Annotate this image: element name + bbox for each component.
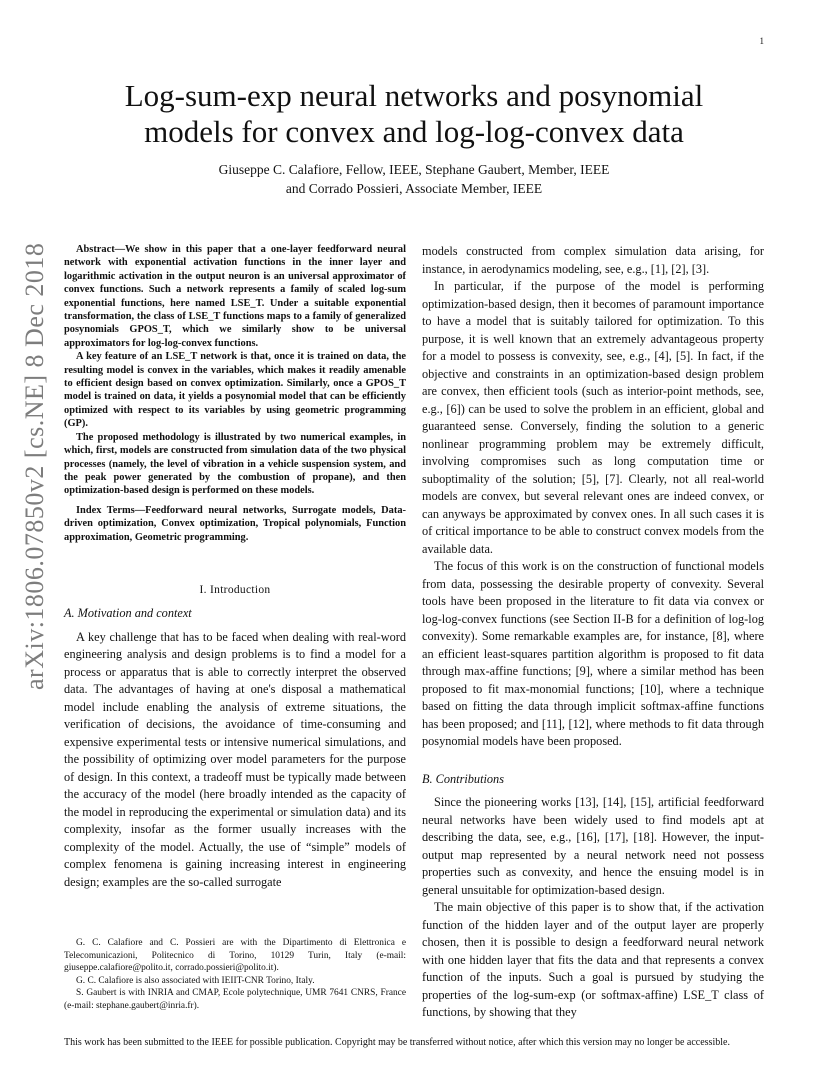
abstract — [64, 243, 406, 498]
paper-title — [64, 78, 764, 150]
footnotes — [64, 937, 406, 1012]
authors — [64, 160, 764, 198]
arxiv-stamp: arXiv:1806.07850v2 [cs.NE] 8 Dec 2018 — [20, 242, 49, 690]
authors-line-2: and Corrado Possieri, Associate Member, IEEE — [285, 181, 543, 196]
intro-paragraph: A key challenge that has to be faced when dealing with real-word engineering analysis and design problems is to find a model for a process or apparatus that is able to correctly interpret the observed data. The advantages of having at one's disposal a mathematical model include enabling the analysis of extreme situations, the verification of decisions, the avoidance of time-consuming and expensive experimental tests or intensive numerical simulations, and the possibility of optimizing over model parameters for the purpose of design. In this context, a tradeoff must be typically made between the accuracy of the model (here broadly intended as the capacity of the model in reproducing the experimental or simulation data) and its complexity, insofar as the former usually increases with the complexity of the model. Actually, the use of “simple” models of complex fenomena is gaining increasing interest in engineering design; examples are the so-called surrogate — [64, 629, 406, 889]
footnote-3: S. Gaubert is with INRIA and CMAP, Ecole polytechnique, UMR 7641 CNRS, France (e-mail: stephane.gaubert@inria.fr). — [64, 988, 406, 1011]
copyright-footer: This work has been submitted to the IEEE for possible publication. Copyright may be transferred without notice, after which this version may no longer be accessible. — [64, 1037, 730, 1048]
title-line-1: Log-sum-exp neural networks and posynomial — [124, 78, 704, 113]
authors-line-1: Giuseppe C. Calafiore, Fellow, IEEE, Stephane Gaubert, Member, IEEE — [218, 162, 610, 177]
abstract-paragraph-3: The proposed methodology is illustrated by two numerical examples, in which, first, models are constructed from simulation data of the two physical processes (namely, the level of vibration in a vehicle suspension system, and the peak power generated by the combustion of propane), and then optimization-based design is performed on these models. — [64, 431, 406, 497]
right-paragraph-5: The main objective of this paper is to show that, if the activation function of the hidden layer and of the output layer are properly chosen, then it is possible to design a feedforward neural network with one hidden layer that fits the data and that represents a convex function of the inputs. Such a goal is pursued by studying the properties of the log-sum-exp (or softmax-affine) LSE_T class of functions, by showing that they — [422, 900, 764, 1019]
footnote-2: G. C. Calafiore is also associated with IEIIT-CNR Torino, Italy. — [76, 975, 315, 986]
right-column — [422, 243, 764, 1022]
section-heading-introduction: I. Introduction — [199, 583, 271, 596]
right-paragraph-3: The focus of this work is on the construction of functional models from data, possessing the desirable property of convexity. Several tools have been proposed in the literature to fit data via convex or log-log-convex functions (see Section II-B for a definition of log-log convexity). Some remarkable examples are, for instance, [8], where an efficient least-squares partition algorithm is proposed to fit data through max-affine functions; [9], where a similar method has been proposed to fit max-monomial functions; [10], where a technique based on fitting the data through implicit softmax-affine functions has been proposed; and [11], [12], where methods to fit data through posynomial models have been proposed. — [422, 559, 764, 748]
subsection-heading-motivation: A. Motivation and context — [64, 606, 192, 621]
abstract-paragraph-2: A key feature of an LSE_T network is that, once it is trained on data, the resulting model is convex in the variables, which makes it readily amenable to efficient design based on convex optimization. Similarly, once a GPOS_T model is trained on data, it yields a posynomial model that can be efficiently optimized with respect to its variables by using geometric programming (GP). — [64, 351, 406, 430]
abstract-paragraph-1: Abstract—We show in this paper that a one-layer feedforward neural network with exponential activation functions in the inner layer and logarithmic activation in the output neuron is an universal approximator of convex functions. Such a network represents a family of scaled log-sum exponential functions, here named LSE_T. Under a suitable exponential transformation, the class of LSE_T functions maps to a family of generalized posynomials GPOS_T, which we similarly show to be universal approximators for log-log-convex functions. — [64, 244, 406, 349]
left-column — [64, 243, 406, 891]
right-paragraph-2: In particular, if the purpose of the model is performing optimization-based design, then it becomes of paramount importance to have a model that is suitably tailored for optimization. To this purpose, it is well known that an extremely advantageous property for a model to possess is convexity, see, e.g., [4], [5]. In fact, if the objective and constraints in an optimization-based design problem are convex, then efficient tools (such as interior-point methods, see, e.g., [6]) can be used to solve the problem in an efficient, global and guaranteed sense. Conversely, finding the solution to a generic nonlinear programming problem may be extremely difficult, involving compromises such as long computation time or suboptimality of the solution; [5], [7]. Clearly, not all real-world models are convex, but several relevant ones are indeed convex, or can anyways be approximated by convex ones. In all such cases it is of critical importance to be able to construct convex models from the available data. — [422, 279, 764, 556]
right-paragraph-1: models constructed from complex simulation data arising, for instance, in aerodynamics modeling, see, e.g., [1], [2], [3]. — [422, 244, 764, 276]
page-number: 1 — [759, 36, 764, 46]
subsection-heading-contributions: B. Contributions — [422, 771, 504, 786]
right-paragraph-4: Since the pioneering works [13], [14], [15], artificial feedforward neural networks have been widely used to find models apt at describing the data, see, e.g., [16], [17], [18]. However, the input-output map represented by a neural network need not possess properties such as convexity, and hence the ensuing model is in general unsuitable for optimization-based design. — [422, 795, 764, 897]
index-terms: Index Terms—Feedforward neural networks, Surrogate models, Data-driven optimization, Convex optimization, Tropical polynomials, Function approximation, Geometric programming. — [64, 504, 406, 543]
footnote-1: G. C. Calafiore and C. Possieri are with the Dipartimento di Elettronica e Telecomunicazioni, Politecnico di Torino, 10129 Turin, Italy (e-mail: giuseppe.calafiore@polito.it, corrado.possieri@polito.it). — [64, 938, 406, 973]
title-line-2: models for convex and log-log-convex data — [144, 114, 684, 149]
